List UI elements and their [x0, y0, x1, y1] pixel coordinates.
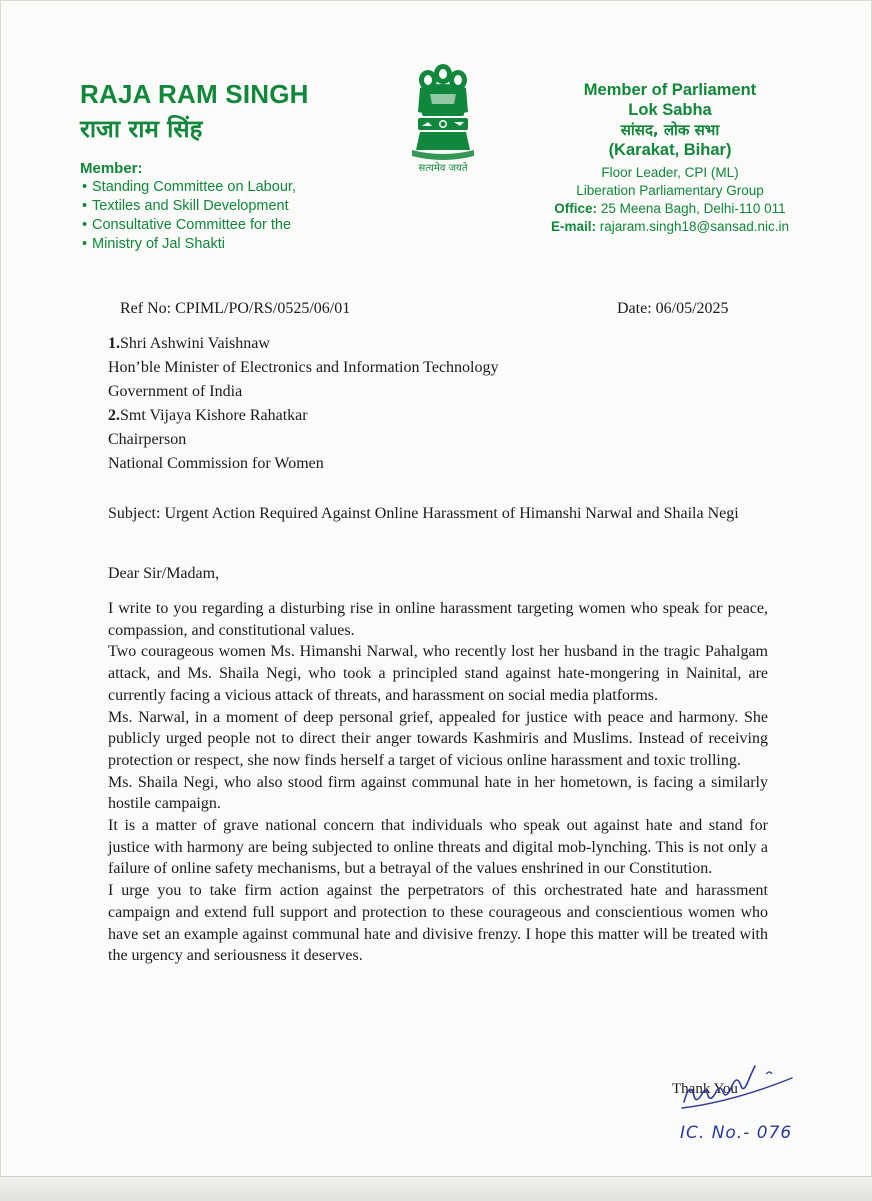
body-paragraph: I write to you regarding a disturbing rise in online harassment targeting women who speak for peace, compassion, and constitutional values. [108, 600, 768, 639]
letterhead-left [80, 78, 380, 254]
constituency: (Karakat, Bihar) [608, 141, 732, 159]
addressee-block [108, 332, 788, 476]
house-name-hindi: सांसद, लोक सभा [620, 121, 720, 139]
member-label: Member: [80, 160, 143, 177]
subject-line: Subject: Urgent Action Required Against Online Harassment of Himanshi Narwal and Shaila Negi [108, 505, 739, 522]
addressee-2-name [108, 404, 788, 428]
addressee-line: Shri Ashwini Vaishnaw [120, 335, 270, 352]
addressee-number: 1. [108, 335, 120, 352]
committee-item [80, 178, 380, 197]
committee-line: Standing Committee on Labour, [92, 179, 296, 195]
email-label: E-mail: [550, 219, 596, 234]
letter-date: Date: 06/05/2025 [617, 300, 729, 317]
closing-text: Thank You [672, 1081, 738, 1097]
mp-name-hindi: राजा राम सिंह [80, 115, 203, 143]
email-value: rajaram.singh18@sansad.nic.in [599, 219, 790, 234]
committee-item [80, 216, 380, 235]
committee-item-cont [80, 235, 380, 254]
committee-line: Ministry of Jal Shakti [92, 236, 225, 252]
committee-line: Consultative Committee for the [92, 217, 292, 233]
addressee-1-name [108, 332, 788, 356]
house-name: Lok Sabha [628, 101, 712, 119]
signature-icon [676, 1064, 796, 1114]
body-paragraph: I urge you to take firm action against the perpetrators of this orchestrated hate and harassment campaign and extend full support and protection to these courageous and conscientious women who have set an example against communal hate and divisive frenzy. I hope this matter will be treated with the urgency and seriousness it deserves. [108, 882, 768, 965]
mp-title: Member of Parliament [583, 81, 757, 99]
addressee-1-org: Government of India [108, 383, 243, 400]
letterhead-right [540, 80, 800, 236]
addressee-line: Smt Vijaya Kishore Rahatkar [120, 407, 308, 424]
reference-number: Ref No: CPIML/PO/RS/0525/06/01 [120, 300, 351, 317]
emblem-motto: सत्यमेव जयते [418, 163, 468, 174]
body-paragraph: Two courageous women Ms. Himanshi Narwal, who recently lost her husband in the tragic Pahalgam attack, and Ms. Shaila Negi, who took a principled stand against hate-mongering in Nainital, are currently facing a vicious attack of threats, and harassment on social media platforms. [108, 643, 768, 704]
email-line [540, 218, 800, 236]
body-paragraph: Ms. Shaila Negi, who also stood firm against communal hate in her hometown, is facing a similarly hostile campaign. [108, 773, 768, 813]
salutation: Dear Sir/Madam, [108, 565, 220, 582]
letter-body [108, 598, 768, 967]
addressee-2-title: Chairperson [108, 431, 187, 448]
body-paragraph: It is a matter of grave national concern that individuals who speak out against hate and stand for justice with harmony are being subjected to online threats and digital mob-lynching. This is not only a failure of online safety mechanisms, but a betrayal of the values enshrined in our Constitution. [108, 817, 768, 878]
mp-name-english: RAJA RAM SINGH [80, 79, 309, 109]
parliamentary-group: Liberation Parliamentary Group [576, 183, 764, 198]
committee-item-cont [80, 197, 380, 216]
addressee-1-title: Hon’ble Minister of Electronics and Information Technology [108, 359, 499, 376]
addressee-number: 2. [108, 407, 120, 424]
office-label: Office: [554, 201, 598, 216]
paper-bottom-edge [0, 1176, 872, 1201]
handwritten-ic-number: IC. No.- 076 [680, 1123, 793, 1143]
office-value: 25 Meena Bagh, Delhi-110 011 [600, 201, 786, 216]
committee-line: Textiles and Skill Development [92, 198, 289, 214]
office-address [540, 200, 800, 218]
body-paragraph: Ms. Narwal, in a moment of deep personal grief, appealed for justice with peace and harmony. She publicly urged people not to direct their anger towards Kashmiris and Muslims. Instead of receiving protection or respect, she now finds herself a target of vicious online harassment and toxic trolling. [108, 708, 768, 769]
addressee-2-org: National Commission for Women [108, 455, 324, 472]
floor-leader: Floor Leader, CPI (ML) [601, 165, 739, 180]
